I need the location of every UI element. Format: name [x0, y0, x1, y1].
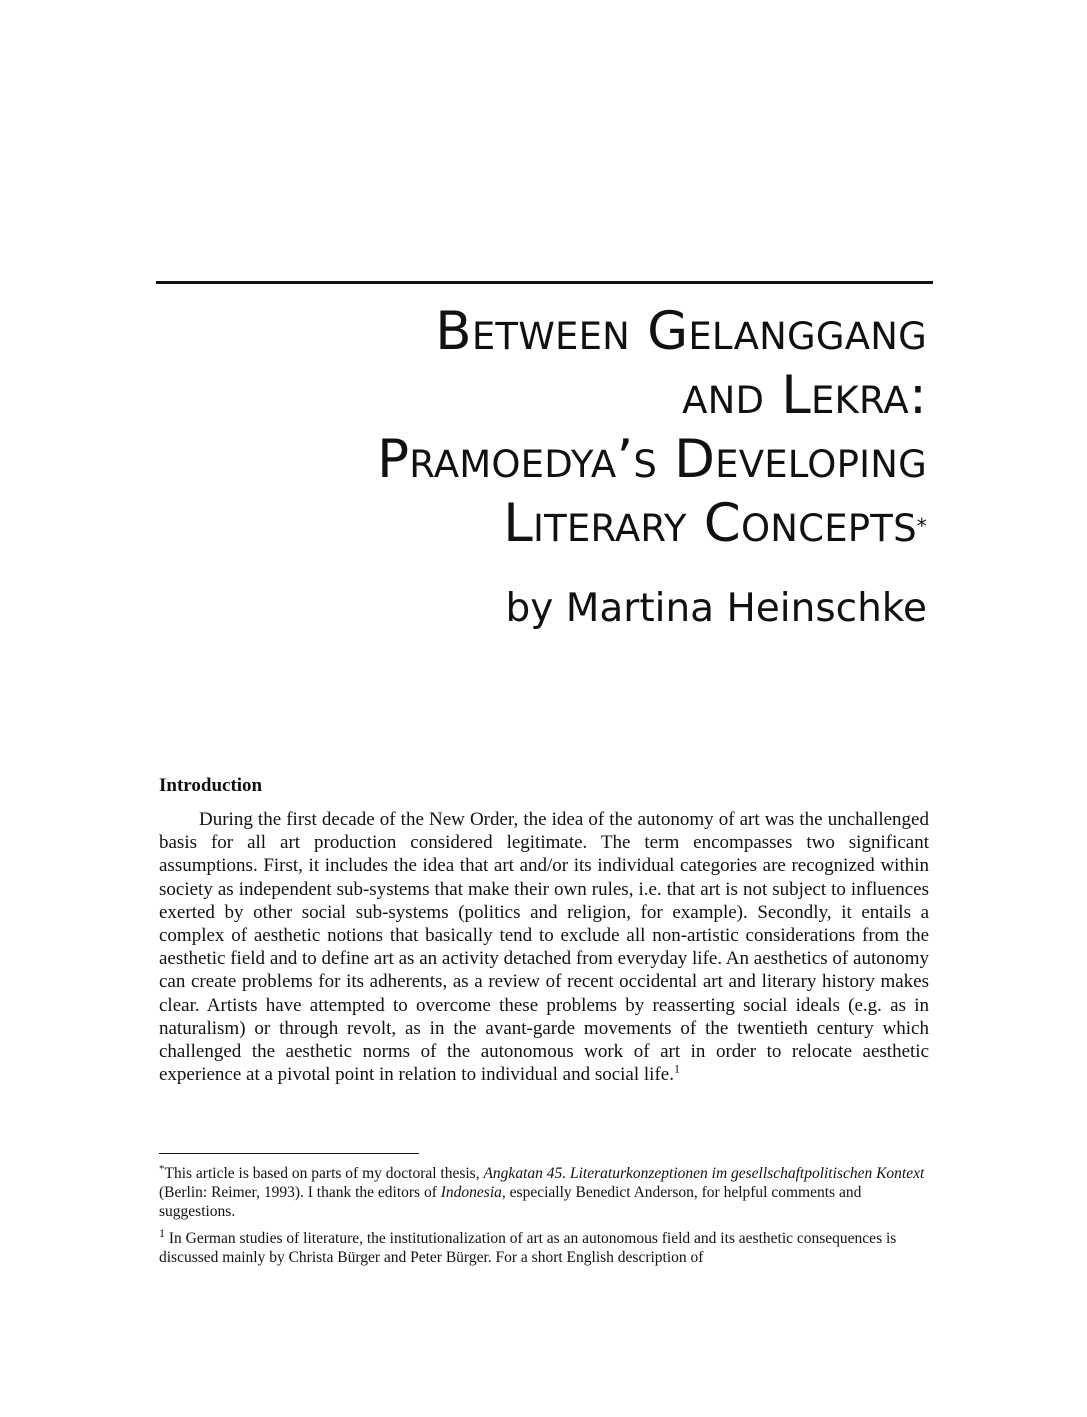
- footnote-marker: 1: [159, 1225, 165, 1240]
- title-footnote-marker: *: [916, 514, 927, 538]
- author-byline: by Martina Heinschke: [505, 586, 927, 631]
- intro-paragraph: [159, 808, 929, 1086]
- footnote-star: [159, 1164, 929, 1221]
- footnote-ref: 1: [673, 1061, 680, 1076]
- article-title: [147, 300, 927, 558]
- footnote-text: In German studies of literature, the institutionalization of art as an autonomous field and its aesthetic consequences is discussed mainly by Christa Bürger and Peter Bürger. For a short English description of: [159, 1230, 897, 1266]
- footnote-rule: [159, 1153, 419, 1154]
- title-rule: [156, 281, 933, 284]
- footnote-text: (Berlin: Reimer, 1993). I thank the editors of: [159, 1184, 441, 1201]
- footnote-one: [159, 1225, 929, 1267]
- footnote-text: This article is based on parts of my doctoral thesis,: [164, 1165, 484, 1182]
- footnote-marker: *: [159, 1162, 165, 1175]
- footnote-italic: Indonesia: [440, 1184, 502, 1201]
- title-line-last: [147, 492, 927, 558]
- title-line: Pramoedya’s Developing: [377, 429, 927, 490]
- footnote-italic: Angkatan 45. Literaturkonzeptionen im gesellschaftpolitischen Kontext: [483, 1165, 925, 1182]
- intro-text: During the first decade of the New Order, the idea of the autonomy of art was the unchallenged basis for all art production considered legitimate. The term encompasses two significant assumptions. First, it includes the idea that art and/or its individual categories are recognized within society as independent sub-systems that make their own rules, i.e. that art is not subject to influences exerted by other social sub-systems (politics and religion, for example). Secondly, it entails a complex of aesthetic notions that basically tend to exclude all non-artistic considerations from the aesthetic field and to define art as an activity detached from everyday life. An aesthetics of autonomy can create problems for its adherents, as a review of recent occidental art and literary history makes clear. Artists have attempted to overcome these problems by reasserting social ideals (e.g. as in naturalism) or through revolt, as in the avant-garde movements of the twentieth century which challenged the aesthetic norms of the autonomous work of art in order to relocate aesthetic experience at a pivotal point in relation to individual and social life.: [159, 809, 929, 1086]
- footnote-text: , especially Benedict Anderson, for helpful comments and suggestions.: [159, 1184, 862, 1220]
- title-line: Between Gelanggang: [435, 301, 927, 362]
- title-line-text: Literary Concepts: [503, 493, 917, 554]
- section-heading: Introduction: [159, 775, 263, 796]
- title-line: and Lekra:: [682, 365, 927, 426]
